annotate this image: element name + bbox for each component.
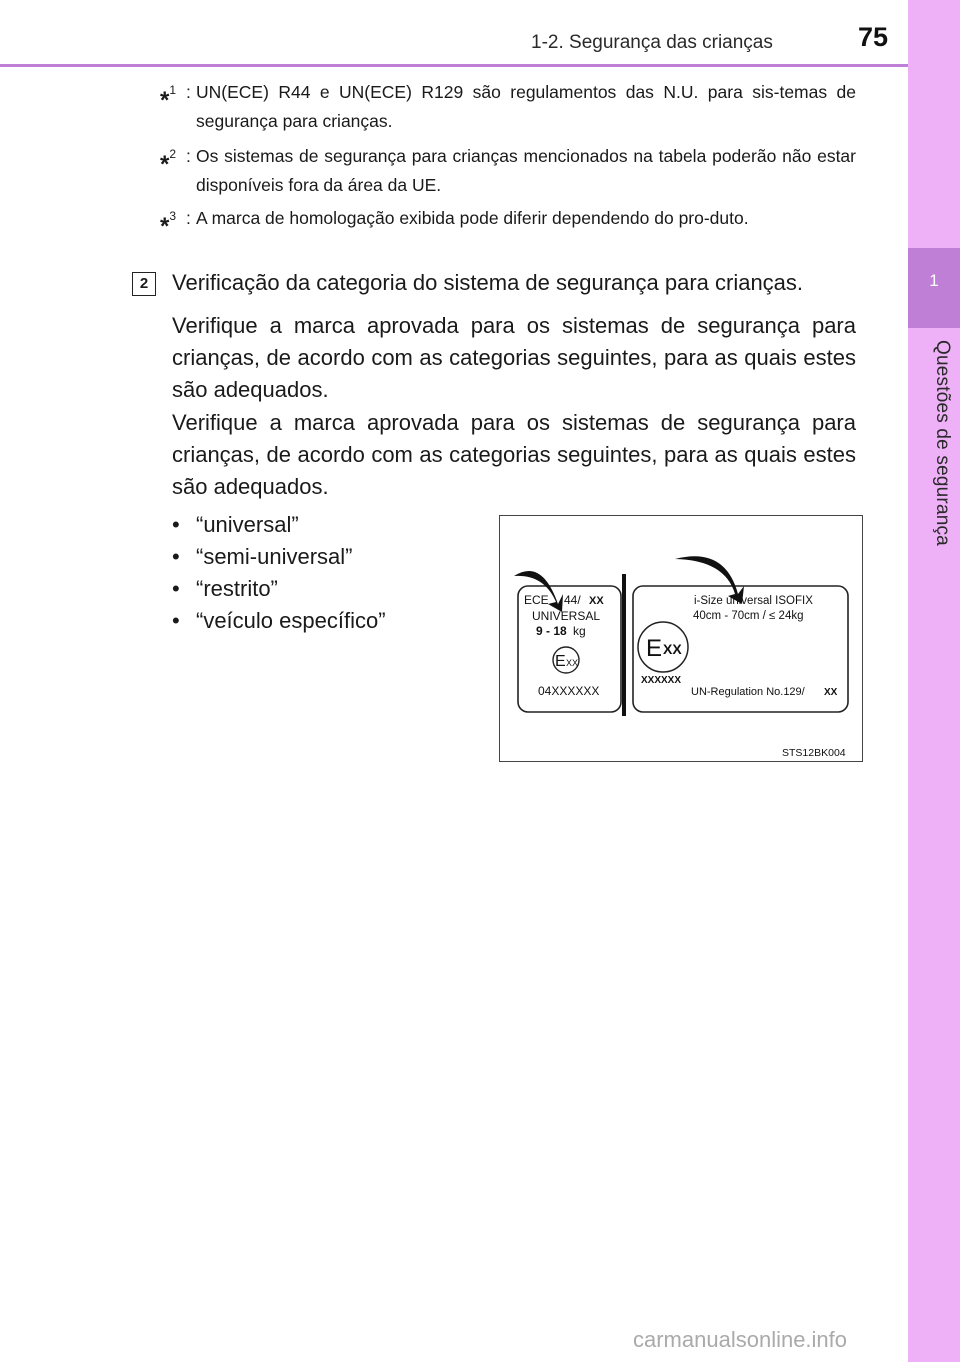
- step-title: Verificação da categoria do sistema de segurança para crianças.: [172, 270, 804, 295]
- r129-e-mark-letter: E: [646, 635, 663, 662]
- footnote-3: *$^3$ : A marca de homologação exibida pode diferir dependendo do pro-duto.: [160, 204, 856, 233]
- approval-label-illustration: [500, 516, 862, 761]
- r44-e-mark-letter: E: [555, 653, 566, 670]
- r44-approval-number: 04XXXXXX: [538, 684, 600, 698]
- watermark: carmanualsonline.info: [633, 1327, 848, 1352]
- category-item: • “universal”: [172, 512, 299, 537]
- r129-approval-number: XXXXXX: [641, 675, 682, 686]
- category-item: • “restrito”: [172, 576, 278, 601]
- footnote-marker: *$^1$: [160, 83, 177, 114]
- footnote-text: A marca de homologação exibida pode diferir dependendo do pro-duto.: [196, 208, 749, 228]
- chapter-title: Questões de segurança: [932, 340, 953, 546]
- category-item: • “veículo específico”: [172, 608, 386, 633]
- page-number: 75: [858, 22, 889, 52]
- footnote-text: Os sistemas de segurança para crianças mencionados na tabela poderão não estar disponíveis fora da área da UE.: [196, 146, 856, 195]
- figure-code: STS12BK004: [782, 747, 846, 759]
- footnote-text: UN(ECE) R44 e UN(ECE) R129 são regulamentos das N.U. para sis-temas de segurança para crianças.: [196, 82, 856, 131]
- r44-regulation-suffix: XX: [589, 595, 604, 607]
- footnote-1: *$^1$ : UN(ECE) R44 e UN(ECE) R129 são regulamentos das N.U. para sis-temas de segurança para crianças.: [160, 78, 856, 136]
- r129-size-range: 40cm - 70cm / ≤ 24kg: [693, 610, 804, 622]
- step-number-box: 2: [132, 272, 156, 296]
- chapter-number-tab: [908, 248, 960, 328]
- r129-regulation-suffix: XX: [824, 687, 838, 698]
- chapter-number: 1: [929, 271, 939, 290]
- side-tab-band: [908, 0, 960, 1362]
- footnote-2: *$^2$ : Os sistemas de segurança para crianças mencionados na tabela poderão não estar disponíveis fora da área da UE.: [160, 142, 856, 200]
- body-paragraph: Verifique a marca aprovada para os sistemas de segurança para crianças, de acordo com as categorias seguintes, para as quais estes são adequados.: [172, 313, 856, 402]
- r129-isize-text: i-Size universal ISOFIX: [694, 595, 813, 607]
- r44-e-mark-number: XX: [566, 658, 579, 668]
- r44-ece-text: ECE: [524, 593, 549, 607]
- body-paragraph: Verifique a marca aprovada para os sistemas de segurança para crianças, de acordo com as categorias seguintes, para as quais estes são adequados.: [172, 410, 856, 499]
- footnote-marker: *$^3$: [160, 209, 177, 240]
- category-item: • “semi-universal”: [172, 544, 353, 569]
- category-list: [172, 509, 386, 637]
- r44-regulation-text: 44/: [564, 593, 581, 607]
- r44-universal-text: UNIVERSAL: [532, 609, 601, 623]
- r44-weight-unit: kg: [573, 624, 586, 638]
- r129-e-mark-number: XX: [663, 641, 682, 657]
- approval-label-figure: [499, 515, 863, 762]
- r44-weight-range: 9 - 18: [536, 624, 567, 638]
- header-rule: [0, 64, 908, 67]
- section-title: 1-2. Segurança das crianças: [531, 32, 773, 53]
- footnote-marker: *$^2$: [160, 147, 177, 178]
- r129-regulation-text: UN-Regulation No.129/: [691, 686, 805, 698]
